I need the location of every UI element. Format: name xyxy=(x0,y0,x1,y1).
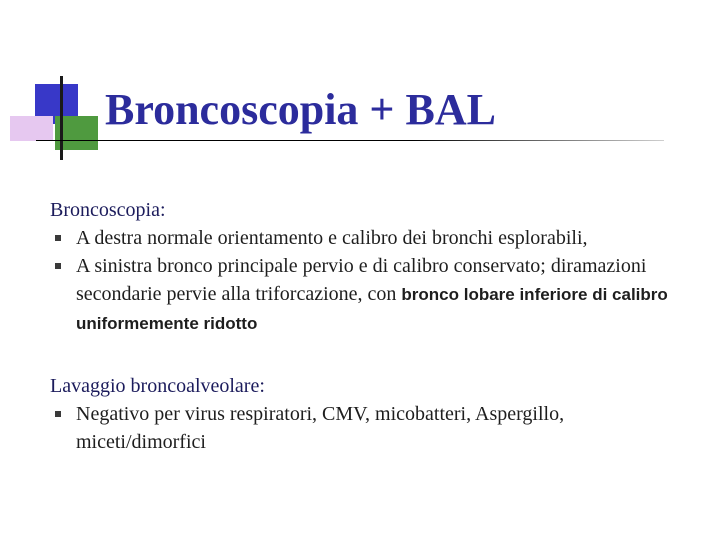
bullet-text: A destra normale orientamento e calibro dei bronchi esplorabili, xyxy=(76,227,588,249)
bronchoscopy-section xyxy=(50,196,690,338)
square-bullet-icon xyxy=(55,263,61,269)
list-item xyxy=(50,252,690,338)
decor-vertical-line xyxy=(60,76,63,160)
title-underline xyxy=(36,140,664,141)
list-item xyxy=(50,400,690,456)
bullet-text: A sinistra bronco principale pervio e di calibro conservato; diramazioni secondarie pervie alla triforcazione, con xyxy=(76,255,647,305)
list-item xyxy=(50,224,690,252)
bal-heading: Lavaggio broncoalveolare: xyxy=(50,375,265,397)
bronchoscopy-list xyxy=(50,224,690,338)
square-bullet-icon xyxy=(55,411,61,417)
slide-title: Broncoscopia + BAL xyxy=(105,85,496,134)
decor-pink-square xyxy=(10,116,53,141)
bronchoscopy-heading: Broncoscopia: xyxy=(50,199,166,221)
bullet-bold-text: bronco lobare inferiore di calibro uniformemente ridotto xyxy=(76,285,668,333)
bullet-text: Negativo per virus respiratori, CMV, micobatteri, Aspergillo, miceti/dimorfici xyxy=(76,403,565,453)
bal-list xyxy=(50,400,690,456)
bal-section xyxy=(50,372,690,456)
square-bullet-icon xyxy=(55,235,61,241)
